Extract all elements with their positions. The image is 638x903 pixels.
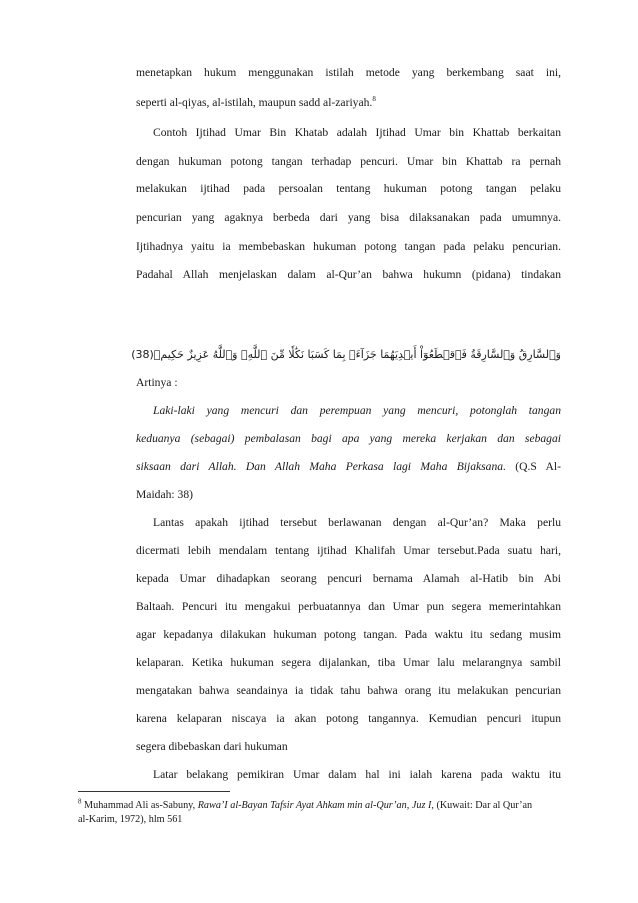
- footnote-book-title: Rawa’I al-Bayan Tafsir Ayat Ahkam min al-Qur’an, Juz I,: [197, 800, 434, 811]
- translation-line: Laki-laki yang mencuri dan perempuan yang mencuri, potonglah tangan: [153, 404, 561, 417]
- body-line: segera dibebaskan dari hukuman: [136, 740, 288, 753]
- body-line: dicermati lebih mendalam tentang ijtihad Khalifah Umar tersebut.Pada suatu hari,: [136, 544, 561, 557]
- body-line: Padahal Allah menjelaskan dalam al-Qur’an bahwa hukumn (pidana) tindakan: [136, 268, 561, 281]
- footnote-reference[interactable]: 8: [372, 95, 376, 104]
- body-line: Latar belakang pemikiran Umar dalam hal ini ialah karena pada waktu itu: [153, 768, 561, 781]
- body-line: pencurian yang agaknya berbeda dari yang bisa dilaksanakan pada umumnya.: [136, 211, 561, 224]
- body-line: Contoh Ijtihad Umar Bin Khatab adalah Ijtihad Umar bin Khattab berkaitan: [153, 126, 561, 139]
- translation-line: [136, 460, 561, 474]
- body-line: karena kelaparan niscaya ia akan potong tangannya. Kemudian pencuri itupun: [136, 712, 561, 725]
- body-text: seperti al-qiyas, al-istilah, maupun sadd al-zariyah.: [136, 96, 373, 109]
- footnote-author: Muhammad Ali as-Sabuny,: [84, 800, 196, 811]
- translation-text: siksaan dari Allah. Dan Allah Maha Perkasa lagi Maha Bijaksana.: [136, 460, 506, 473]
- body-line: Baltaah. Pencuri itu mengakui perbuatannya dan Umar pun segera memerintahkan: [136, 600, 561, 613]
- body-line: mengatakan bahwa seandainya ia tidak tahu bahwa orang itu melakukan pencurian: [136, 684, 561, 697]
- body-line: [136, 96, 561, 110]
- body-line: kelaparan. Ketika hukuman segera dijalankan, tiba Umar lalu melarangnya sambil: [136, 656, 561, 669]
- body-line: Ijtihadnya yaitu ia membebaskan hukuman potong tangan pada pelaku pencurian.: [136, 240, 561, 253]
- body-line: menetapkan hukum menggunakan istilah metode yang berkembang saat ini,: [136, 66, 561, 79]
- footnote-number: 8: [78, 797, 82, 806]
- translation-reference-end: Maidah: 38): [136, 488, 193, 501]
- body-line: kepada Umar dihadapkan seorang pencuri bernama Alamah al-Hatib bin Abi: [136, 572, 561, 585]
- arabic-verse: وَٱلسَّارِقُ وَٱلسَّارِقَةُ فَٱقۡطَعُوٓاْ أَيۡدِيَهُمَا جَزَآءَۢ بِمَا كَسَبَا نَكَٰلٗا مِّنَ ٱللَّهِۗ وَٱللَّهُ عَزِيزٌ حَكِيمٞ(38): [131, 348, 561, 361]
- translation-line: keduanya (sebagai) pembalasan bagi apa yang mereka kerjakan dan sebagai: [136, 432, 561, 445]
- body-line: Lantas apakah ijtihad tersebut berlawanan dengan al-Qur’an? Maka perlu: [153, 516, 561, 529]
- footnote-line: [78, 799, 568, 812]
- body-line: melakukan ijtihad pada persoalan tentang hukuman potong tangan pelaku: [136, 182, 561, 195]
- body-line: agar kepadanya dilakukan hukuman potong tangan. Pada waktu itu sedang musim: [136, 628, 561, 641]
- footnote-separator: [78, 791, 230, 792]
- footnote-line: al-Karim, 1972), hlm 561: [78, 814, 183, 825]
- artinya-label: Artinya :: [136, 376, 178, 389]
- footnote-publisher: (Kuwait: Dar al Qur’an: [436, 800, 533, 811]
- translation-reference: (Q.S Al-: [515, 460, 561, 473]
- body-line: dengan hukuman potong tangan terhadap pencuri. Umar bin Khattab ra pernah: [136, 155, 561, 168]
